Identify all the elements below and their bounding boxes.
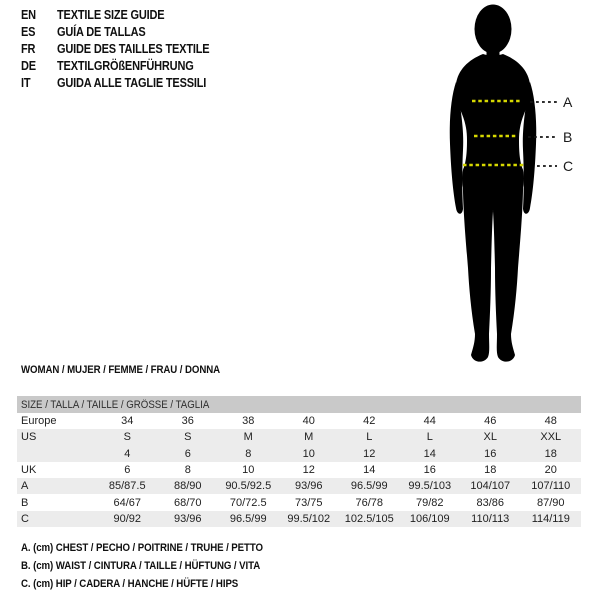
size-cell: 73/75: [294, 496, 323, 509]
size-row-chest: [17, 478, 581, 494]
size-table-header: SIZE / TALLA / TAILLE / GRÖSSE / TAGLIA: [17, 396, 581, 413]
language-row-en: [21, 7, 230, 24]
size-cell: 10: [279, 446, 340, 462]
size-cell: 8: [218, 446, 279, 462]
size-row-label: C: [17, 511, 97, 527]
size-row-hip: [17, 511, 581, 527]
language-label: GUIDE DES TAILLES TEXTILE: [57, 42, 210, 56]
size-row-label: B: [21, 496, 29, 509]
size-row-us-letters: [17, 429, 581, 445]
size-cell: 6: [158, 446, 219, 462]
size-cell: 99.5/102: [279, 511, 340, 527]
size-cell: 18: [484, 464, 497, 477]
size-cell: 79/82: [415, 496, 444, 509]
language-code: DE: [21, 59, 36, 73]
language-label: TEXTILGRÖßENFÜHRUNG: [57, 59, 194, 73]
legend-hip: C. (cm) HIP / CADERA / HANCHE / HÜFTE / HIPS: [21, 578, 239, 590]
size-cell: 46: [484, 415, 497, 428]
woman-silhouette-icon: [450, 5, 537, 362]
size-cell: 14: [400, 446, 461, 462]
size-cell: 93/96: [158, 511, 219, 527]
size-row-label: UK: [21, 464, 37, 477]
size-cell: 87/90: [536, 496, 565, 509]
size-cell: 110/113: [460, 511, 521, 527]
size-cell: 96.5/99: [339, 478, 400, 494]
size-cell: 114/119: [521, 511, 582, 527]
size-cell: 104/107: [460, 478, 521, 494]
size-cell: L: [339, 429, 400, 445]
size-cell: M: [279, 429, 340, 445]
size-cell: 83/86: [476, 496, 505, 509]
size-cell: 18: [521, 446, 582, 462]
legend-waist: B. (cm) WAIST / CINTURA / TAILLE / HÜFTUNG / VITA: [21, 560, 261, 572]
size-cell: L: [400, 429, 461, 445]
chest-label: A: [563, 94, 573, 110]
language-code: FR: [21, 42, 36, 56]
language-code: ES: [21, 25, 36, 39]
language-list: [21, 7, 230, 92]
language-row-de: [21, 58, 230, 75]
size-cell: S: [158, 429, 219, 445]
language-label: GUIDA ALLE TAGLIE TESSILI: [57, 76, 207, 90]
size-row-uk: [17, 462, 581, 478]
size-cell: 102.5/105: [339, 511, 400, 527]
size-cell: 42: [363, 415, 376, 428]
size-cell: 85/87.5: [97, 478, 158, 494]
size-cell: 76/78: [355, 496, 384, 509]
language-label: GUÍA DE TALLAS: [57, 25, 146, 39]
measurement-figure-svg: [410, 2, 580, 370]
size-cell: 40: [302, 415, 315, 428]
size-cell: XXL: [521, 429, 582, 445]
size-cell: 10: [242, 464, 255, 477]
section-title: WOMAN / MUJER / FEMME / FRAU / DONNA: [21, 364, 221, 376]
size-cell: 36: [181, 415, 194, 428]
size-cell: 12: [339, 446, 400, 462]
size-cell: 44: [423, 415, 436, 428]
size-cell: 106/109: [400, 511, 461, 527]
language-code: IT: [21, 76, 31, 90]
size-row-label: [17, 446, 97, 462]
size-cell: 68/70: [173, 496, 202, 509]
size-cell: 90/92: [97, 511, 158, 527]
hip-label: C: [563, 158, 574, 174]
size-cell: XL: [460, 429, 521, 445]
size-cell: 34: [121, 415, 134, 428]
size-cell: 99.5/103: [400, 478, 461, 494]
size-cell: 16: [460, 446, 521, 462]
language-row-fr: [21, 41, 230, 58]
size-cell: 96.5/99: [218, 511, 279, 527]
size-row-waist: [17, 494, 581, 510]
size-cell: 6: [124, 464, 131, 477]
language-row-es: [21, 24, 230, 41]
waist-label: B: [563, 129, 573, 145]
size-row-europe: [17, 413, 581, 429]
size-table-header-row: [17, 396, 581, 413]
size-row-us-numeric: [17, 446, 581, 462]
legend-chest: A. (cm) CHEST / PECHO / POITRINE / TRUHE / PETTO: [21, 542, 263, 554]
measurement-figure: [410, 2, 580, 370]
size-cell: S: [97, 429, 158, 445]
size-cell: 12: [302, 464, 315, 477]
measurement-legend: [21, 539, 296, 593]
size-cell: 70/72.5: [229, 496, 267, 509]
language-row-it: [21, 75, 230, 92]
size-cell: 48: [544, 415, 557, 428]
language-label: TEXTILE SIZE GUIDE: [57, 8, 165, 22]
size-cell: 20: [544, 464, 557, 477]
size-cell: 93/96: [279, 478, 340, 494]
size-table: [17, 396, 581, 527]
size-cell: 38: [242, 415, 255, 428]
size-row-label: US: [17, 429, 97, 445]
size-cell: 14: [363, 464, 376, 477]
size-cell: 107/110: [521, 478, 582, 494]
size-cell: 90.5/92.5: [218, 478, 279, 494]
size-row-label: A: [17, 478, 97, 494]
size-cell: 8: [184, 464, 191, 477]
size-cell: M: [218, 429, 279, 445]
size-cell: 4: [97, 446, 158, 462]
size-cell: 64/67: [113, 496, 142, 509]
language-code: EN: [21, 8, 36, 22]
size-row-label: Europe: [21, 415, 57, 428]
size-cell: 16: [423, 464, 436, 477]
size-cell: 88/90: [158, 478, 219, 494]
